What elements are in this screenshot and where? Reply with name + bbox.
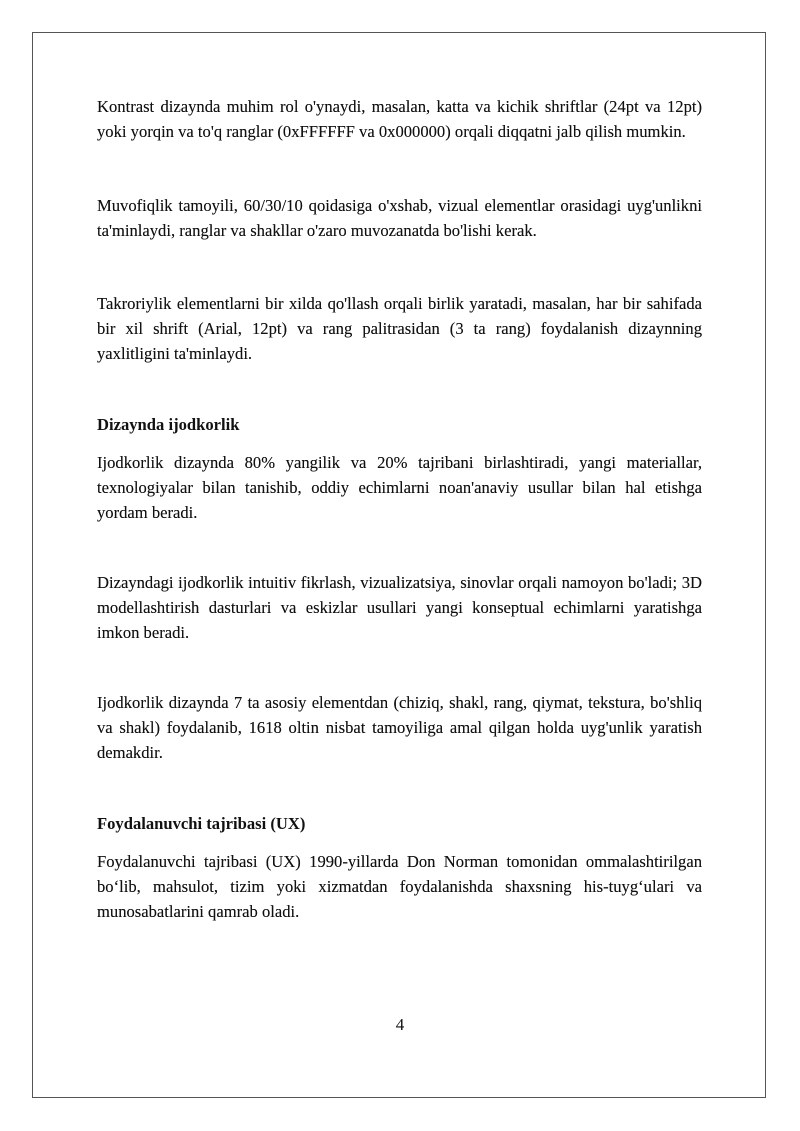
heading-ux: Foydalanuvchi tajribasi (UX) — [97, 814, 306, 833]
paragraph-contrast: Kontrast dizaynda muhim rol o'ynaydi, masalan, katta va kichik shriftlar (24pt va 12pt) yoki yorqin va to'q ranglar (0xFFFFFF va 0x000000) orqali diqqatni jalb qilish mumkin. — [97, 97, 702, 141]
paragraph-repetition: Takroriylik elementlarni bir xilda qo'llash orqali birlik yaratadi, masalan, har bir sahifada bir xil shrift (Arial, 12pt) va rang palitrasidan (3 ta rang) foydalanish dizaynning yaxlitligini ta'minlaydi. — [97, 294, 702, 363]
paragraph-creativity-elements: Ijodkorlik dizaynda 7 ta asosiy elementdan (chiziq, shakl, rang, qiymat, tekstura, bo'shliq va shakl) foydalanib, 1618 oltin nisbat tamoyiliga amal qilgan holda uyg'unlik yaratish demakdir. — [97, 693, 702, 762]
page-number: 4 — [395, 1015, 405, 1034]
heading-creativity: Dizaynda ijodkorlik — [97, 415, 240, 434]
paragraph-ux: Foydalanuvchi tajribasi (UX) 1990-yillarda Don Norman tomonidan ommalashtirilgan bo‘lib, mahsulot, tizim yoki xizmatdan foydalanishda shaxsning his-tuyg‘ulari va munosabatlarini qamrab oladi. — [97, 852, 702, 921]
paragraph-creativity-ratio: Ijodkorlik dizaynda 80% yangilik va 20% tajribani birlashtiradi, yangi materiallar, texnologiyalar bilan tanishib, oddiy echimlarni noan'anaviy usullar bilan hal etishga yordam beradi. — [97, 453, 702, 522]
paragraph-harmony: Muvofiqlik tamoyili, 60/30/10 qoidasiga o'xshab, vizual elementlar orasidagi uyg'unlikni ta'minlaydi, ranglar va shakllar o'zaro muvozanatda bo'lishi kerak. — [97, 196, 702, 240]
paragraph-creativity-methods: Dizayndagi ijodkorlik intuitiv fikrlash, vizualizatsiya, sinovlar orqali namoyon bo'ladi; 3D modellashtirish dasturlari va eskizlar usullari yangi konseptual echimlarni yaratishga imkon beradi. — [97, 573, 702, 642]
page-content — [97, 94, 702, 924]
